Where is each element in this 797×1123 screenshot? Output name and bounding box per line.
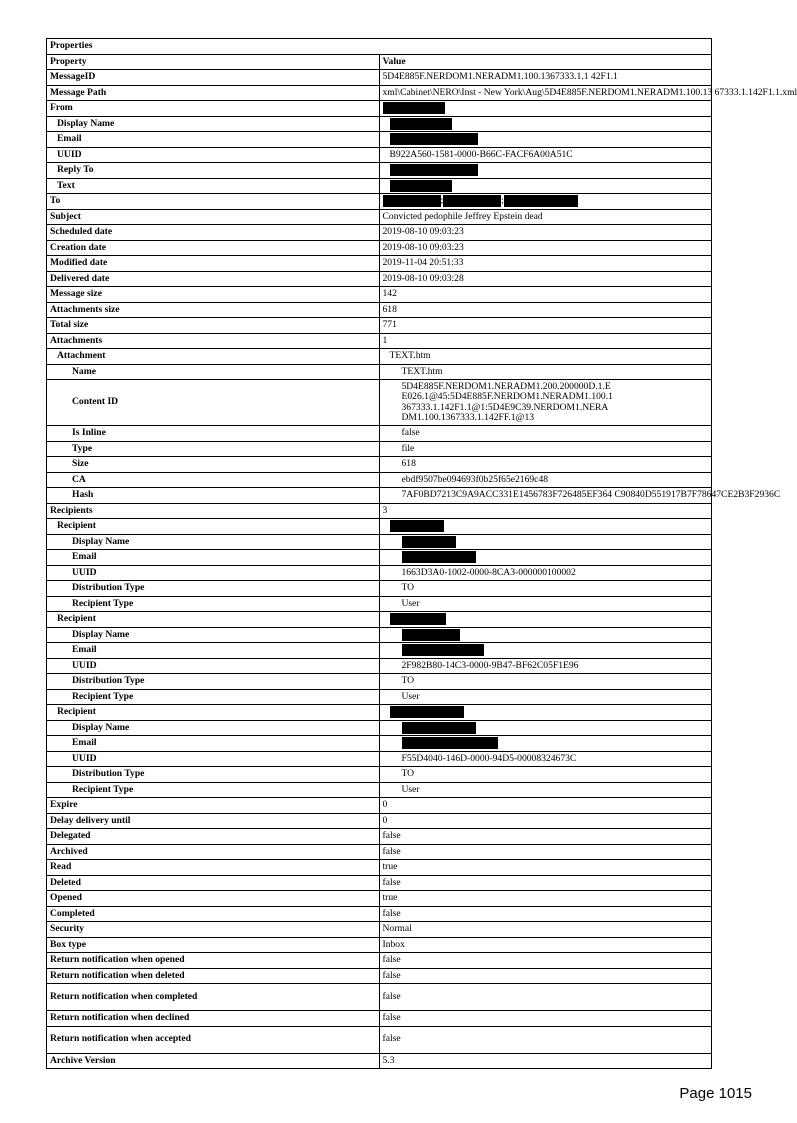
read-value: true: [379, 860, 712, 876]
recipients-count-value: 3: [379, 503, 712, 519]
row-label: Attachments: [47, 333, 380, 349]
row-label: Creation date: [47, 240, 380, 256]
table-row: [47, 101, 712, 117]
row-label: Completed: [47, 906, 380, 922]
recipient-value: [379, 612, 712, 628]
row-label: Distribution Type: [47, 581, 380, 597]
table-row: [47, 596, 712, 612]
table-row: [47, 1026, 712, 1053]
table-row: [47, 178, 712, 194]
table-row: [47, 503, 712, 519]
table-row: [47, 302, 712, 318]
row-label: Size: [47, 457, 380, 473]
box-type-value: Inbox: [379, 937, 712, 953]
content-id-line: 5D4E885F.NERDOM1.NERADM1.200.200000D.1.E: [401, 380, 611, 392]
delegated-value: false: [379, 829, 712, 845]
table-row: [47, 581, 712, 597]
table-row: [47, 953, 712, 969]
redaction-box: [504, 195, 578, 207]
notif-deleted-value: false: [379, 968, 712, 984]
redaction-box: [390, 520, 444, 532]
table-row: [47, 271, 712, 287]
row-label: Display Name: [47, 534, 380, 550]
is-inline-value: false: [379, 426, 712, 442]
row-label: Scheduled date: [47, 225, 380, 241]
table-row: [47, 194, 712, 210]
table-row: [47, 658, 712, 674]
row-label: Email: [47, 550, 380, 566]
table-row: [47, 751, 712, 767]
redaction-box: [383, 195, 441, 207]
redaction-box: [390, 133, 478, 145]
reply-to-value: [379, 163, 712, 179]
redaction-box: [390, 164, 478, 176]
recipient-display-name-value: [379, 534, 712, 550]
row-label: From: [47, 101, 380, 117]
table-row: [47, 380, 712, 426]
attachment-value: TEXT.htm: [379, 349, 712, 365]
table-row: [47, 643, 712, 659]
table-row: [47, 163, 712, 179]
table-row: [47, 689, 712, 705]
table-row: [47, 860, 712, 876]
content-id-line: E026.1@45:5D4E885F.NERDOM1.NERADM1.100.1: [401, 391, 613, 402]
row-label: Type: [47, 441, 380, 457]
message-path-value: xml\Cabinet\NERO\Inst - New York\Aug\5D4E885F.NERDOM1.NERADM1.100.13 67333.1.142F1.1.xml: [379, 85, 712, 101]
table-row: [47, 627, 712, 643]
row-label: Delegated: [47, 829, 380, 845]
table-row: [47, 968, 712, 984]
table-row: [47, 519, 712, 535]
row-label: Display Name: [47, 720, 380, 736]
opened-value: true: [379, 891, 712, 907]
table-row: [47, 1053, 712, 1069]
from-display-name-value: [379, 116, 712, 132]
row-label: UUID: [47, 147, 380, 163]
to-value: [379, 194, 712, 210]
row-label: Recipient: [47, 612, 380, 628]
security-value: Normal: [379, 922, 712, 938]
archived-value: false: [379, 844, 712, 860]
table-row: [47, 318, 712, 334]
attachment-size-value: 618: [379, 457, 712, 473]
from-uuid-value: B922A560-1581-0000-B66C-FACF6A00A51C: [379, 147, 712, 163]
recipient-value: [379, 519, 712, 535]
redaction-box: [402, 644, 484, 656]
row-label: Email: [47, 643, 380, 659]
row-label: MessageID: [47, 70, 380, 86]
expire-value: 0: [379, 798, 712, 814]
message-id-value: 5D4E885F.NERDOM1.NERADM1.100.1367333.1.1 42F1.1: [379, 70, 712, 86]
text-value: [379, 178, 712, 194]
row-label: Message size: [47, 287, 380, 303]
row-label: Deleted: [47, 875, 380, 891]
table-row: [47, 906, 712, 922]
table-row: [47, 287, 712, 303]
redaction-box: [402, 722, 476, 734]
row-label: Modified date: [47, 256, 380, 272]
notif-accepted-value: false: [379, 1026, 712, 1053]
table-row: [47, 565, 712, 581]
table-row: [47, 1011, 712, 1027]
to-separator: ;: [440, 195, 444, 207]
table-row: [47, 70, 712, 86]
notif-opened-value: false: [379, 953, 712, 969]
row-label: Subject: [47, 209, 380, 225]
row-label: Archive Version: [47, 1053, 380, 1069]
redaction-box: [390, 118, 452, 130]
delivered-date-value: 2019-08-10 09:03:28: [379, 271, 712, 287]
creation-date-value: 2019-08-10 09:03:23: [379, 240, 712, 256]
from-email-value: [379, 132, 712, 148]
table-title-row: [47, 39, 712, 55]
table-row: [47, 256, 712, 272]
row-label: Attachments size: [47, 302, 380, 318]
row-label: Delivered date: [47, 271, 380, 287]
notif-declined-value: false: [379, 1011, 712, 1027]
content-id-line: 367333.1.142F1.1@1:5D4E9C39.NERDOM1.NERA DM1.100.1367333.1.142FF.1@13: [401, 401, 608, 423]
table-row: [47, 85, 712, 101]
recipient-uuid-value: 1663D3A0-1002-0000-8CA3-000000100002: [379, 565, 712, 581]
table-row: [47, 922, 712, 938]
deleted-value: false: [379, 875, 712, 891]
redaction-box: [402, 551, 476, 563]
table-row: [47, 736, 712, 752]
table-header-row: [47, 54, 712, 70]
table-row: [47, 674, 712, 690]
redaction-box: [402, 536, 456, 548]
row-label: Message Path: [47, 85, 380, 101]
row-label: Distribution Type: [47, 767, 380, 783]
table-row: [47, 705, 712, 721]
row-label: Hash: [47, 488, 380, 504]
row-label: Recipients: [47, 503, 380, 519]
subject-value: Convicted pedophile Jeffrey Epstein dead: [379, 209, 712, 225]
column-header-value: Value: [379, 54, 712, 70]
table-title: Properties: [47, 39, 712, 55]
row-label: Archived: [47, 844, 380, 860]
page-number: Page 1015: [679, 1085, 752, 1102]
table-row: [47, 550, 712, 566]
table-row: [47, 426, 712, 442]
table-row: [47, 813, 712, 829]
archive-version-value: 5.3: [379, 1053, 712, 1069]
column-header-property: Property: [47, 54, 380, 70]
table-row: [47, 349, 712, 365]
hash-value: 7AF0BD7213C9A9ACC331E1456783F726485EF364 C90840D551917B7F78647CE2B3F2936C: [379, 488, 712, 504]
row-label: Email: [47, 736, 380, 752]
row-label: Reply To: [47, 163, 380, 179]
recipient-type-value: User: [379, 689, 712, 705]
row-label: Distribution Type: [47, 674, 380, 690]
recipient-type-value: User: [379, 782, 712, 798]
table-row: [47, 472, 712, 488]
row-label: Return notification when deleted: [47, 968, 380, 984]
recipient-display-name-value: [379, 720, 712, 736]
row-label: Recipient Type: [47, 596, 380, 612]
row-label: To: [47, 194, 380, 210]
scheduled-date-value: 2019-08-10 09:03:23: [379, 225, 712, 241]
attachments-size-value: 618: [379, 302, 712, 318]
distribution-type-value: TO: [379, 581, 712, 597]
redaction-box: [390, 706, 464, 718]
row-label: Recipient Type: [47, 689, 380, 705]
row-label: Return notification when completed: [47, 984, 380, 1011]
row-label: Expire: [47, 798, 380, 814]
table-row: [47, 844, 712, 860]
table-row: [47, 937, 712, 953]
table-row: [47, 209, 712, 225]
row-label: UUID: [47, 751, 380, 767]
attachments-count-value: 1: [379, 333, 712, 349]
properties-table: [46, 38, 797, 1069]
table-row: [47, 457, 712, 473]
table-row: [47, 829, 712, 845]
table-row: [47, 441, 712, 457]
recipient-value: [379, 705, 712, 721]
row-label: UUID: [47, 565, 380, 581]
table-row: [47, 364, 712, 380]
attachment-name-value: TEXT.htm: [379, 364, 712, 380]
distribution-type-value: TO: [379, 674, 712, 690]
recipient-type-value: User: [379, 596, 712, 612]
row-label: Recipient Type: [47, 782, 380, 798]
total-size-value: 771: [379, 318, 712, 334]
row-label: Return notification when declined: [47, 1011, 380, 1027]
attachment-type-value: file: [379, 441, 712, 457]
redaction-box: [440, 195, 501, 207]
redaction-box: [402, 629, 460, 641]
redaction-box: [383, 102, 445, 114]
recipient-email-value: [379, 643, 712, 659]
recipient-email-value: [379, 550, 712, 566]
table-row: [47, 612, 712, 628]
table-row: [47, 767, 712, 783]
recipient-email-value: [379, 736, 712, 752]
table-row: [47, 225, 712, 241]
modified-date-value: 2019-11-04 20:51:33: [379, 256, 712, 272]
table-row: [47, 132, 712, 148]
row-label: Name: [47, 364, 380, 380]
ca-value: ebdf9507be094693f0b25f65e2169c48: [379, 472, 712, 488]
row-label: CA: [47, 472, 380, 488]
redaction-box: [390, 180, 452, 192]
row-label: Text: [47, 178, 380, 194]
row-label: Display Name: [47, 627, 380, 643]
row-label: Display Name: [47, 116, 380, 132]
recipient-uuid-value: F55D4040-146D-0000-94D5-00008324673C: [379, 751, 712, 767]
row-label: Email: [47, 132, 380, 148]
redaction-box: [402, 737, 498, 749]
content-id-value: [379, 380, 712, 426]
recipient-display-name-value: [379, 627, 712, 643]
row-label: Recipient: [47, 705, 380, 721]
table-row: [47, 875, 712, 891]
row-label: UUID: [47, 658, 380, 674]
row-label: Return notification when accepted: [47, 1026, 380, 1053]
table-row: [47, 534, 712, 550]
notif-completed-value: false: [379, 984, 712, 1011]
to-separator: ;: [501, 195, 504, 207]
table-row: [47, 798, 712, 814]
table-row: [47, 240, 712, 256]
row-label: Delay delivery until: [47, 813, 380, 829]
row-label: Content ID: [47, 380, 380, 426]
row-label: Recipient: [47, 519, 380, 535]
row-label: Security: [47, 922, 380, 938]
table-row: [47, 333, 712, 349]
row-label: Total size: [47, 318, 380, 334]
row-label: Attachment: [47, 349, 380, 365]
row-label: Opened: [47, 891, 380, 907]
table-row: [47, 720, 712, 736]
table-row: [47, 891, 712, 907]
completed-value: false: [379, 906, 712, 922]
table-row: [47, 984, 712, 1011]
row-label: Is Inline: [47, 426, 380, 442]
row-label: Read: [47, 860, 380, 876]
table-row: [47, 116, 712, 132]
row-label: Return notification when opened: [47, 953, 380, 969]
message-size-value: 142: [379, 287, 712, 303]
from-value: [379, 101, 712, 117]
table-row: [47, 147, 712, 163]
table-row: [47, 488, 712, 504]
distribution-type-value: TO: [379, 767, 712, 783]
recipient-uuid-value: 2F982B80-14C3-0000-9B47-BF62C05F1E96: [379, 658, 712, 674]
table-row: [47, 782, 712, 798]
redaction-box: [390, 613, 446, 625]
delay-delivery-value: 0: [379, 813, 712, 829]
row-label: Box type: [47, 937, 380, 953]
